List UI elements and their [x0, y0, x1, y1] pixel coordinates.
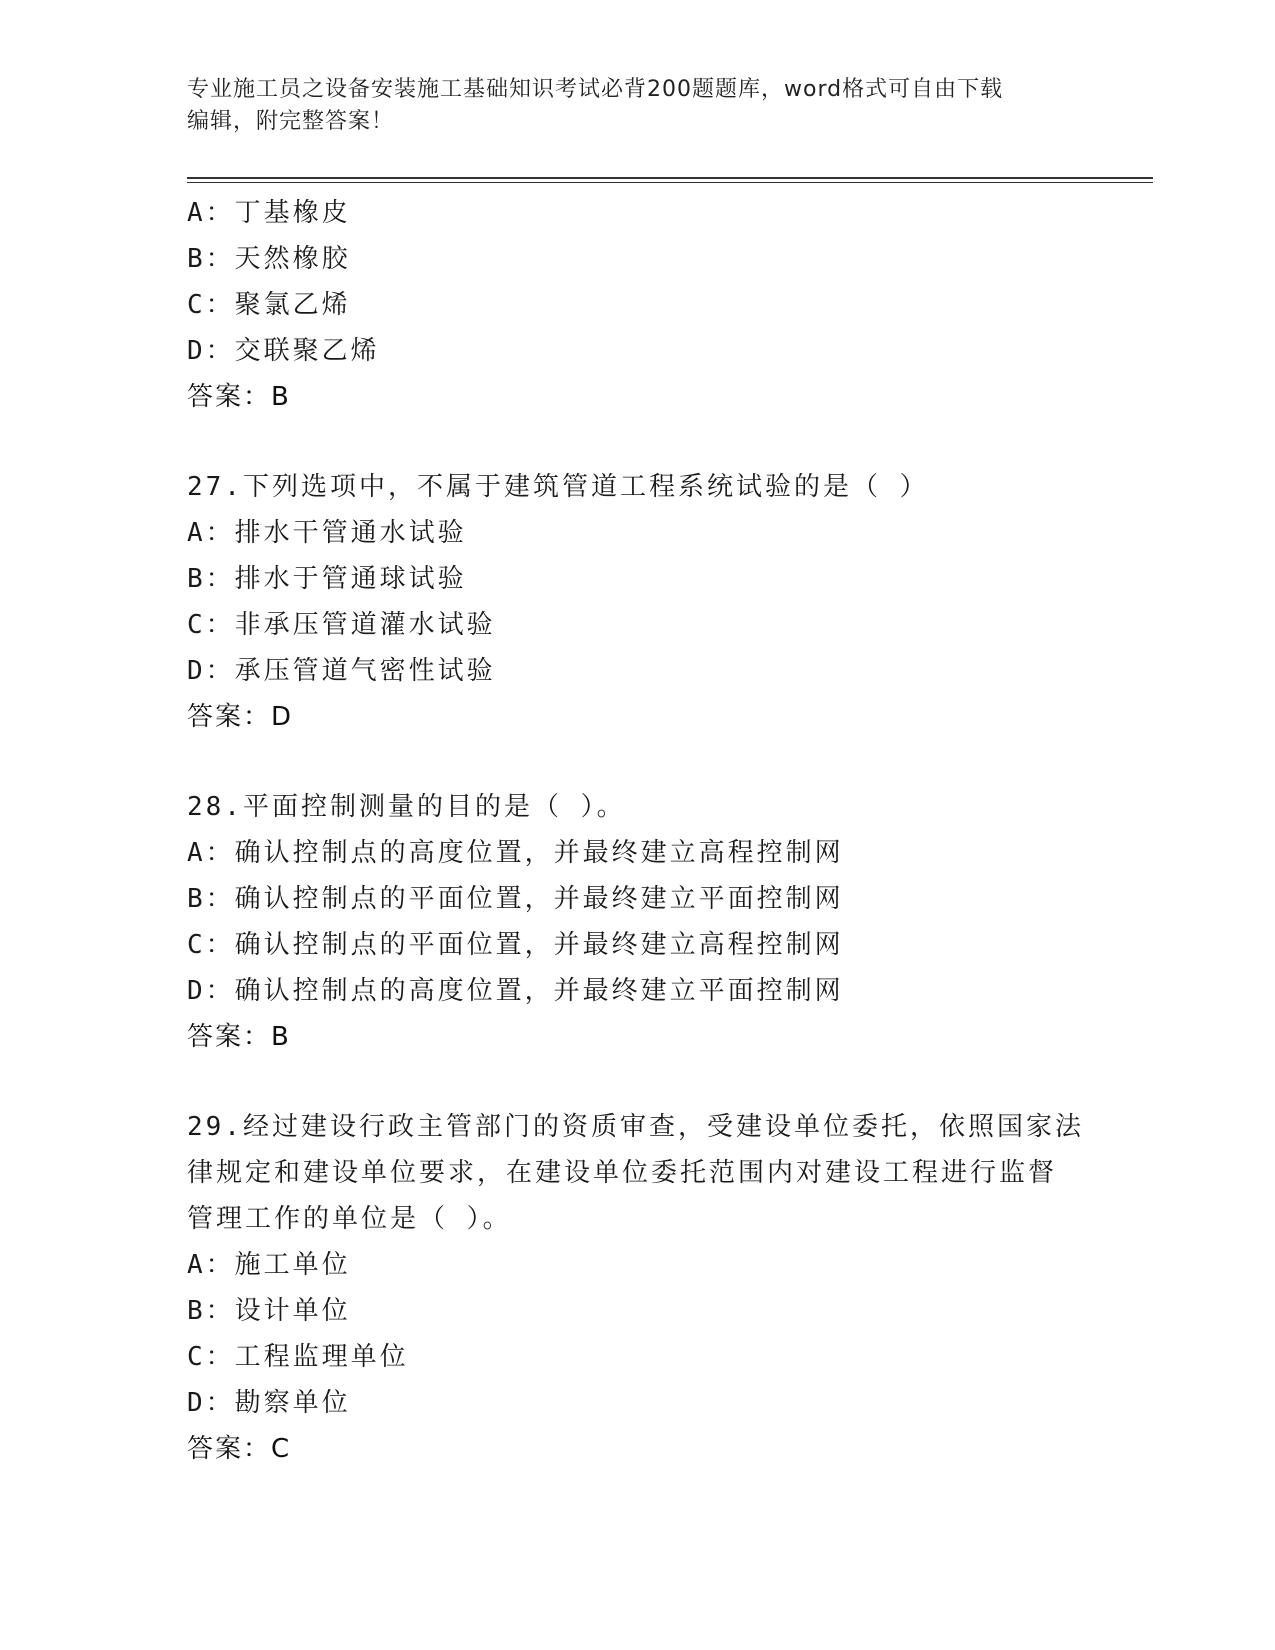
option-c: C：非承压管道灌水试验	[187, 610, 496, 640]
question-text: 27.下列选项中，不属于建筑管道工程系统试验的是（ ）	[187, 472, 929, 502]
question-text-line-3: 管理工作的单位是（ ）。	[187, 1204, 512, 1234]
option-c: C：确认控制点的平面位置，并最终建立高程控制网	[187, 930, 844, 960]
header-line-2: 编辑，附完整答案！	[187, 109, 395, 134]
answer: 答案：C	[187, 1434, 292, 1464]
option-d: D：确认控制点的高度位置，并最终建立平面控制网	[187, 976, 844, 1006]
option-d: D：勘察单位	[187, 1388, 351, 1418]
header-line-1: 专业施工员之设备安装施工基础知识考试必背200题题库，word格式可自由下载	[187, 77, 1004, 102]
option-d: D：交联聚乙烯	[187, 336, 380, 366]
question-list	[187, 190, 1087, 1472]
option-a: A：确认控制点的高度位置，并最终建立高程控制网	[187, 838, 844, 868]
answer: 答案：B	[187, 1022, 291, 1052]
question-block-26	[187, 190, 1087, 420]
answer: 答案：D	[187, 702, 294, 732]
option-a: A：丁基橡皮	[187, 198, 351, 228]
answer: 答案：B	[187, 382, 291, 412]
header-rule-thin	[187, 182, 1153, 183]
question-text-line-2: 律规定和建设单位要求，在建设单位委托范围内对建设工程进行监督	[187, 1158, 1058, 1188]
option-a: A：排水干管通水试验	[187, 518, 467, 548]
question-text-line-1: 29.经过建设行政主管部门的资质审查，受建设单位委托，依照国家法	[187, 1112, 1084, 1142]
option-b: B：天然橡胶	[187, 244, 351, 274]
option-b: B：排水于管通球试验	[187, 564, 467, 594]
header-rule-thick	[187, 177, 1153, 179]
option-b: B：确认控制点的平面位置，并最终建立平面控制网	[187, 884, 844, 914]
option-a: A：施工单位	[187, 1250, 351, 1280]
option-b: B：设计单位	[187, 1296, 351, 1326]
question-block-29	[187, 1104, 1087, 1472]
question-text: 28.平面控制测量的目的是（ ）。	[187, 792, 626, 822]
question-block-27	[187, 464, 1087, 740]
option-c: C：工程监理单位	[187, 1342, 409, 1372]
question-block-28	[187, 784, 1087, 1060]
option-d: D：承压管道气密性试验	[187, 656, 496, 686]
option-c: C：聚氯乙烯	[187, 290, 351, 320]
document-header	[187, 74, 1067, 138]
